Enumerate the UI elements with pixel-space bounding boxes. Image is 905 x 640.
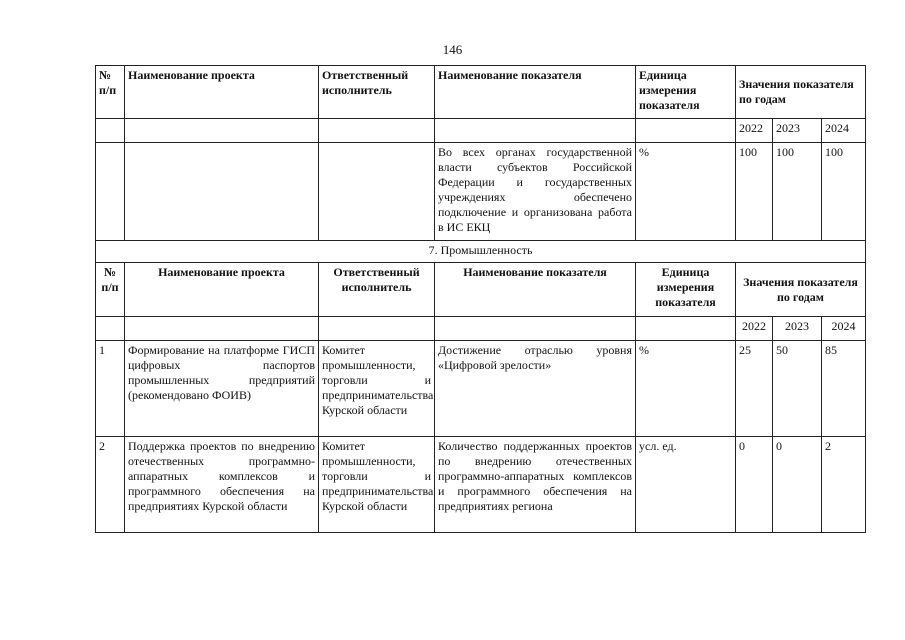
header-executor: Ответственный исполнитель [319, 66, 435, 119]
value-cell: 2 [822, 437, 866, 533]
value-cell: 25 [736, 341, 773, 437]
indicator-cell: Количество поддержанных проектов по внедрению отечественных программно-аппаратных комплексов и программного обеспечения на предприятиях региона [435, 437, 636, 533]
header-years-row-2 [96, 317, 866, 341]
header-num: № п/п [96, 66, 125, 119]
year-cell: 2022 [736, 317, 773, 341]
project-cell: Поддержка проектов по внедрению отечественных программно-аппаратных комплексов и программного обеспечения на предприятиях Курской области [125, 437, 319, 533]
header-values: Значения показателя по годам [736, 263, 866, 317]
value-cell: 85 [822, 341, 866, 437]
page-number: 146 [442, 42, 463, 57]
header-row-2 [96, 263, 866, 317]
indicator-cell: Во всех органах государственной власти субъектов Российской Федерации и государственных учреждениях обеспечено подключение и организована работа в ИС ЕКЦ [435, 143, 636, 241]
value-cell: 0 [773, 437, 822, 533]
unit-cell: усл. ед. [636, 437, 736, 533]
value-cell: 100 [773, 143, 822, 241]
indicator-cell: Достижение отраслью уровня «Цифровой зрелости» [435, 341, 636, 437]
value-cell: 100 [822, 143, 866, 241]
table-row [96, 143, 866, 241]
header-unit: Единица измерения показателя [636, 66, 736, 119]
year-cell: 2023 [773, 119, 822, 143]
indicators-table [95, 65, 866, 533]
header-indicator: Наименование показателя [435, 263, 636, 317]
header-values: Значения показателя по годам [736, 66, 866, 119]
value-cell: 0 [736, 437, 773, 533]
table-row [96, 341, 866, 437]
header-project: Наименование проекта [125, 263, 319, 317]
unit-cell: % [636, 143, 736, 241]
num-cell: 1 [96, 341, 125, 437]
section-row [96, 241, 866, 263]
num-cell: 2 [96, 437, 125, 533]
year-cell: 2022 [736, 119, 773, 143]
header-indicator: Наименование показателя [435, 66, 636, 119]
year-cell: 2023 [773, 317, 822, 341]
header-unit: Единица измерения показателя [636, 263, 736, 317]
value-cell: 50 [773, 341, 822, 437]
header-years-row-1 [96, 119, 866, 143]
header-num: № п/п [96, 263, 125, 317]
year-cell: 2024 [822, 317, 866, 341]
value-cell: 100 [736, 143, 773, 241]
executor-cell: Комитет промышленности, торговли и предпринимательства Курской области [319, 341, 435, 437]
project-cell: Формирование на платформе ГИСП цифровых паспортов промышленных предприятий (рекомендовано ФОИВ) [125, 341, 319, 437]
header-row-1 [96, 66, 866, 119]
unit-cell: % [636, 341, 736, 437]
section-title: 7. Промышленность [96, 241, 866, 263]
header-executor: Ответственный исполнитель [319, 263, 435, 317]
header-project: Наименование проекта [125, 66, 319, 119]
executor-cell: Комитет промышленности, торговли и предпринимательства Курской области [319, 437, 435, 533]
table-row [96, 437, 866, 533]
year-cell: 2024 [822, 119, 866, 143]
